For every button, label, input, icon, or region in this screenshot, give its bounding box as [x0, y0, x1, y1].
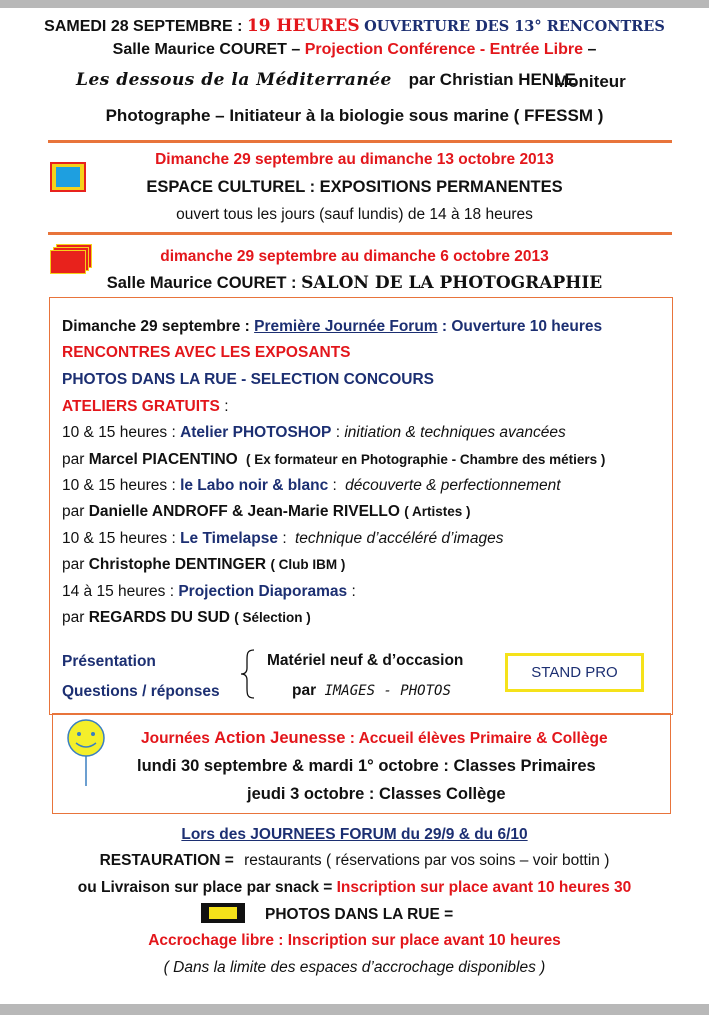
- forum-free-line: [62, 398, 229, 416]
- header-line-3: [76, 70, 576, 90]
- workshop-1-note: ( Ex formateur en Photographie - Chambre des métiers ): [246, 452, 606, 467]
- curly-brace-icon: [238, 648, 258, 700]
- workshop-4-name: Projection Diaporamas: [178, 583, 348, 600]
- stand-pro-box: STAND PRO: [505, 653, 644, 692]
- forum-meet: RENCONTRES AVEC LES EXPOSANTS: [62, 344, 351, 361]
- youth-prefix: Journées: [141, 730, 210, 747]
- workshop-2-note: ( Artistes ): [404, 504, 471, 519]
- youth-primary: lundi 30 septembre & mardi 1° octobre : Classes Primaires: [137, 757, 596, 775]
- delivery-line: [0, 879, 709, 897]
- speaker-role-2: Photographe – Initiateur à la biologie sous marine ( FFESSM ): [105, 106, 604, 125]
- footer-street: PHOTOS DANS LA RUE =: [265, 906, 454, 923]
- workshop-3-note: ( Club IBM ): [270, 557, 346, 572]
- yellow-rect-icon: [201, 903, 245, 923]
- workshop-4-person: REGARDS DU SUD: [88, 609, 230, 626]
- forum-free-colon: :: [224, 398, 229, 415]
- header-opening: OUVERTURE DES 13° RENCONTRES: [364, 18, 665, 35]
- top-border: [0, 0, 709, 8]
- material-label: Matériel neuf & d’occasion: [267, 652, 464, 669]
- restauration-line: [0, 852, 709, 870]
- divider-1: [48, 140, 672, 143]
- workshop-3-line: [62, 530, 503, 548]
- workshop-1-by-line: [62, 451, 605, 469]
- restauration-text: restaurants ( réservations par vos soins – voir bottin ): [244, 852, 610, 869]
- workshop-1-sep: :: [335, 424, 340, 441]
- youth-college: jeudi 3 octobre : Classes Collège: [247, 785, 506, 803]
- salon-line: [0, 273, 709, 293]
- forum-first: Première Journée Forum: [254, 318, 438, 335]
- speaker: par Christian HENLE: [408, 70, 576, 89]
- hanging-line: Accrochage libre : Inscription sur place avant 10 heures: [148, 932, 561, 949]
- conference-title: Les dessous de la Méditerranée: [76, 70, 392, 90]
- workshop-2-person: Danielle ANDROFF & Jean-Marie RIVELLO: [88, 503, 400, 520]
- workshop-3-name: Le Timelapse: [180, 530, 278, 547]
- forum-street: PHOTOS DANS LA RUE - SELECTION CONCOURS: [62, 371, 435, 388]
- workshop-2-name: le Labo noir & blanc: [180, 477, 329, 494]
- header-time: 19 HEURES: [246, 16, 360, 36]
- workshop-4-by-line: [62, 609, 311, 627]
- header-date: SAMEDI 28 SEPTEMBRE :: [44, 18, 243, 35]
- speaker-role-1: Moniteur: [554, 72, 626, 91]
- limit-line: ( Dans la limite des espaces d’accrochage disponibles ): [163, 959, 546, 976]
- expo-dates: Dimanche 29 septembre au dimanche 13 octobre 2013: [155, 151, 554, 168]
- workshop-2-by-line: [62, 503, 471, 521]
- venue-suffix: –: [587, 41, 597, 58]
- youth-line-1: [141, 729, 608, 748]
- workshop-3-person: Christophe DENTINGER: [88, 556, 267, 573]
- salon-venue: Salle Maurice COURET :: [106, 274, 297, 292]
- delivery-label: ou Livraison sur place par snack =: [77, 879, 333, 896]
- divider-2: [48, 232, 672, 235]
- workshop-1-person: Marcel PIACENTINO: [88, 451, 238, 468]
- workshop-4-sep: :: [351, 583, 356, 600]
- workshop-3-time: 10 & 15 heures :: [62, 530, 176, 547]
- workshop-1-by: par: [62, 451, 85, 468]
- delivery-red: Inscription sur place avant 10 heures 30: [336, 879, 632, 896]
- restauration-label: RESTAURATION =: [99, 852, 234, 869]
- forum-day-line: [62, 318, 602, 336]
- expo-title: ESPACE CULTUREL : EXPOSITIONS PERMANENTES: [146, 178, 563, 196]
- forum-opening: : Ouverture 10 heures: [441, 318, 603, 335]
- forum-free: ATELIERS GRATUITS: [62, 398, 220, 415]
- workshop-3-desc: technique d’accéléré d’images: [294, 530, 504, 547]
- salon-title: SALON DE LA PHOTOGRAPHIE: [301, 273, 603, 293]
- smiley-icon: [64, 718, 110, 788]
- expo-hours: ouvert tous les jours (sauf lundis) de 14 à 18 heures: [176, 206, 533, 223]
- forum-days: Lors des JOURNEES FORUM du 29/9 & du 6/10: [181, 826, 528, 843]
- workshop-2-time: 10 & 15 heures :: [62, 477, 176, 494]
- workshop-1-desc: initiation & techniques avancées: [344, 424, 566, 441]
- header-line-2: [0, 41, 709, 59]
- forum-day: Dimanche 29 septembre :: [62, 318, 250, 335]
- questions-label: Questions / réponses: [62, 683, 220, 700]
- workshop-1-name: Atelier PHOTOSHOP: [180, 424, 332, 441]
- workshop-2-desc: découverte & perfectionnement: [345, 477, 561, 494]
- workshop-2-sep: :: [332, 477, 337, 494]
- workshop-4-time: 14 à 15 heures :: [62, 583, 175, 600]
- youth-rest: : Accueil élèves Primaire & Collège: [349, 730, 608, 747]
- venue-event: Projection Conférence - Entrée Libre: [304, 41, 583, 58]
- workshop-1-time: 10 & 15 heures :: [62, 424, 176, 441]
- workshop-4-by: par: [62, 609, 85, 626]
- bottom-border: [0, 1004, 709, 1015]
- salon-dates: dimanche 29 septembre au dimanche 6 octobre 2013: [160, 248, 549, 265]
- venue-prefix: Salle Maurice COURET –: [112, 41, 301, 58]
- workshop-2-by: par: [62, 503, 85, 520]
- material-brand: IMAGES - PHOTOS: [324, 683, 451, 699]
- workshop-2-line: [62, 477, 561, 495]
- workshop-4-note: ( Sélection ): [234, 610, 311, 625]
- material-by: par: [292, 682, 317, 699]
- workshop-3-sep: :: [282, 530, 287, 547]
- youth-action: Action Jeunesse: [214, 729, 346, 747]
- workshop-4-line: [62, 583, 356, 601]
- workshop-3-by: par: [62, 556, 85, 573]
- workshop-3-by-line: [62, 556, 345, 574]
- header-line-1: [0, 16, 709, 36]
- presentation-label: Présentation: [62, 653, 156, 670]
- workshop-1-line: [62, 424, 566, 442]
- material-by-line: [292, 682, 451, 700]
